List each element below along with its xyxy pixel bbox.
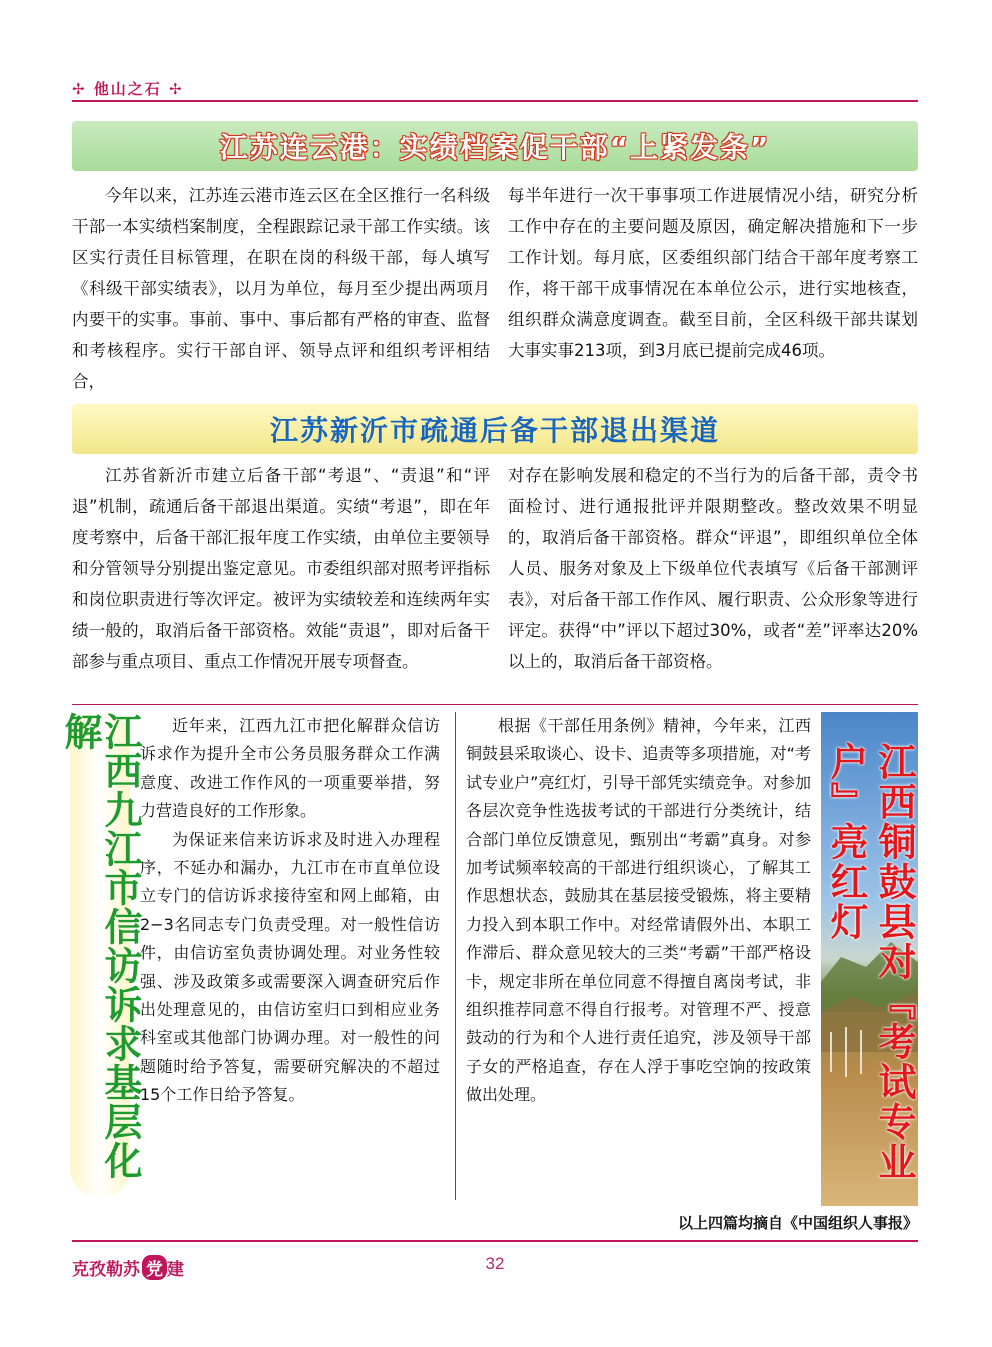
article-3-title-panel bbox=[58, 712, 142, 1197]
section-divider bbox=[72, 704, 918, 705]
article-1-body-left: 今年以来，江苏连云港市连云区在全区推行一名科级干部一本实绩档案制度，全程跟踪记录干部工作实绩。该区实行责任目标管理，在职在岗的科级干部，每人填写《科级干部实绩表》，以月为单位，每月至少提出两项月内要干的实事。事前、事中、事后都有严格的审查、监督和考核程序。实行干部自评、领导点评和组织考评相结合， bbox=[72, 186, 490, 391]
article-1-banner bbox=[72, 121, 918, 171]
article-4-paragraph-1: 根据《干部任用条例》精神，今年来，江西铜鼓县采取谈心、设卡、追责等多项措施，对“考试专业户”亮红灯，引导干部凭实绩竞争。对参加各层次竞争性选拔考试的干部进行分类统计，结合部门单位反馈意见，甄别出“考霸”真身。对参加考试频率较高的干部进行组织谈心，了解其工作思想状态，鼓励其在基层接受锻炼，将主要精力投入到本职工作中。对经常请假外出、本职工作滞后、群众意见较大的三类“考霸”干部严格设卡，规定非所在单位同意不得擅自离岗考试，非组织推荐同意不得自行报考。对管理不严、授意鼓动的行为和个人进行责任追究，涉及领导干部子女的严格追查，存在人浮于事吃空饷的按政策做出处理。 bbox=[466, 716, 811, 1105]
article-2-body-left: 江苏省新沂市建立后备干部“考退”、“责退”和“评退”机制，疏通后备干部退出渠道。实绩“考退”，即在年度考察中，后备干部汇报年度工作实绩，由单位主要领导和分管领导分别提出鉴定意见。市委组织部对照考评指标和岗位职责进行等次评定。被评为实绩较差和连续两年实绩一般的，取消后备干部资格。效能“责退”，即对后备干部参与重点项目、重点工作情况开展专项督查。 bbox=[72, 466, 490, 671]
footer-brand-badge: 党 bbox=[142, 1255, 167, 1280]
article-3-paragraph-1: 近年来，江西九江市把化解群众信访诉求作为提升全市公务员服务群众工作满意度、改进工作作风的一项重要举措，努力营造良好的工作形象。 bbox=[140, 716, 440, 821]
footer-divider bbox=[72, 1240, 918, 1242]
article-2-banner bbox=[72, 404, 918, 454]
article-2-body-right: 对存在影响发展和稳定的不当行为的后备干部，责令书面检讨、进行通报批评并限期整改。整改效果不明显的，取消后备干部资格。群众“评退”，即组织单位全体人员、服务对象及上下级单位代表填写《后备干部测评表》，对后备干部工作作风、履行职责、公众形象等进行评定。获得“中”评以下超过30%，或者“差”评率达20%以上的，取消后备干部资格。 bbox=[508, 466, 918, 671]
column-divider bbox=[455, 712, 456, 1200]
article-3-body bbox=[140, 712, 440, 1110]
section-header: ✢ 他山之石 ✢ bbox=[72, 80, 184, 98]
article-4-body bbox=[466, 712, 811, 1110]
article-4-title: 江西铜鼓县对『考试专业户』亮红灯 bbox=[824, 742, 916, 1182]
article-3-title: 江西九江市信访诉求基层化解 bbox=[58, 712, 142, 1180]
article-1-title: 江苏连云港：实绩档案促干部“上紧发条” bbox=[219, 131, 771, 164]
article-3-paragraph-2: 为保证来信来访诉求及时进入办理程序，不延办和漏办，九江市在市直单位设立专门的信访诉求接待室和网上邮箱，由2−3名同志专门负责受理。对一般性信访件，由信访室负责协调处理。对业务性较强、涉及政策多或需要深入调查研究后作出处理意见的，由信访室归口到相应业务科室或其他部门协调办理。对一般性的问题随时给予答复，需要研究解决的不超过15个工作日给予答复。 bbox=[140, 829, 440, 1105]
article-1-body-right: 每半年进行一次干事事项工作进展情况小结，研究分析工作中存在的主要问题及原因，确定解决措施和下一步工作计划。每月底，区委组织部门结合干部年度考察工作，将干部干成事情况在本单位公示，进行实地核查，组织群众满意度调查。截至目前，全区科级干部共谋划大事实事213项，到3月底已提前完成46项。 bbox=[508, 186, 918, 360]
page-number: 32 bbox=[485, 1254, 505, 1273]
article-2-title: 江苏新沂市疏通后备干部退出渠道 bbox=[269, 414, 720, 447]
footer-brand-tail: 建 bbox=[167, 1260, 184, 1280]
article-4-title-panel bbox=[821, 712, 918, 1206]
footer-brand-text: 克孜勒苏 bbox=[72, 1260, 140, 1280]
footer-brand bbox=[72, 1255, 184, 1280]
source-note: 以上四篇均摘自《中国组织人事报》 bbox=[677, 1214, 918, 1232]
header-divider bbox=[72, 100, 918, 102]
